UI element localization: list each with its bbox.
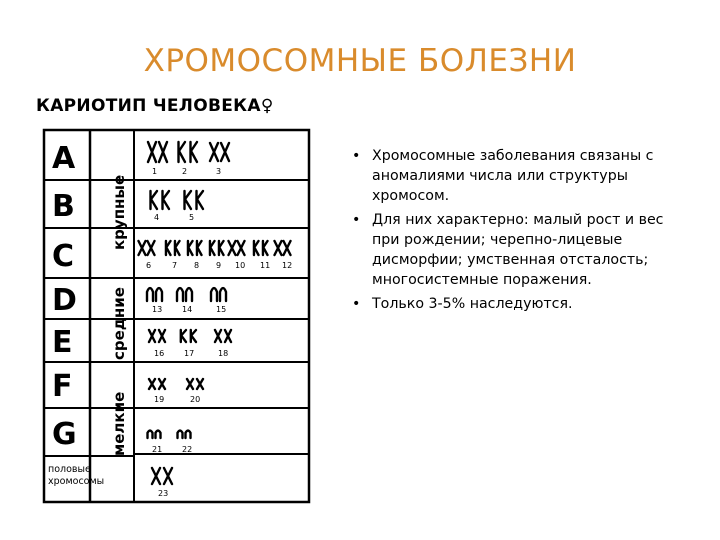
pair-number: 5 [189, 213, 195, 222]
group-letter-g: G [52, 417, 77, 452]
chromosome-glyph [179, 142, 186, 162]
chromosome-glyph [238, 241, 245, 255]
sex-label-line2: хромосомы [48, 476, 105, 487]
bullet-list [352, 146, 682, 318]
chromosome-glyph [186, 288, 192, 301]
size-label-medium: средние [110, 287, 128, 360]
pair-number: 12 [282, 261, 293, 270]
chromosome-glyph [149, 330, 155, 342]
chromosome-glyph [191, 142, 198, 162]
chromosome-glyph [187, 379, 193, 389]
chromosome-glyph [177, 288, 183, 301]
bullet-item: • Только 3-5% наследуются. [352, 294, 682, 314]
karyotype-figure [32, 82, 322, 512]
chromosome-glyph [156, 288, 162, 301]
chromosome-glyph [186, 431, 191, 438]
chromosome-glyph [225, 330, 231, 342]
chromosome-glyph [197, 379, 203, 389]
pair-number: 20 [190, 395, 201, 404]
karyotype-frame [44, 130, 309, 502]
pair-number: 15 [216, 305, 227, 314]
pair-number: 7 [172, 261, 178, 270]
chromosome-glyph [220, 288, 226, 301]
chromosome-glyph [188, 241, 193, 255]
chromosome-glyph [284, 241, 291, 255]
pair-number: 1 [152, 167, 158, 176]
size-label-large: крупные [110, 174, 128, 250]
pair-number: 18 [218, 349, 229, 358]
chromosome-glyph [219, 241, 224, 255]
chromosome-glyph [210, 143, 218, 161]
chromosome-glyph [211, 288, 217, 301]
chromosome-glyph [178, 431, 183, 438]
chromosome-glyph [197, 191, 204, 209]
group-letter-b: B [52, 189, 75, 224]
pair-number: 16 [154, 349, 165, 358]
chromosome-glyph [147, 288, 153, 301]
chromosome-glyph [148, 431, 153, 438]
pair-number: 10 [235, 261, 246, 270]
karyotype-title-text: КАРИОТИП ЧЕЛОВЕКА [36, 96, 261, 116]
size-label-small: мелкие [110, 391, 128, 456]
bullet-item: • Для них характерно: малый рост и вес при рождении; черепно-лицевые дисморфии; умственная отсталость; многосистемные поражения. [352, 210, 682, 290]
chromosome-glyph [275, 241, 282, 255]
chromosome-glyph [191, 330, 196, 342]
pair-number: 6 [146, 261, 152, 270]
chromosome-glyph [151, 191, 158, 209]
pair-number: 22 [182, 445, 193, 454]
pair-number: 11 [260, 261, 271, 270]
chromosome-glyph [221, 143, 229, 161]
chromosome-glyph [175, 241, 180, 255]
bullet-item: • Хромосомные заболевания связаны с аномалиями числа или структуры хромосом. [352, 146, 682, 206]
chromosome-glyph [164, 468, 172, 484]
pair-number: 14 [182, 305, 193, 314]
chromosome-glyph [152, 468, 160, 484]
pair-number: 8 [194, 261, 200, 270]
pair-number: 19 [154, 395, 165, 404]
chromosome-glyph [215, 330, 221, 342]
pair-number: 21 [152, 445, 163, 454]
chromosome-glyph [159, 142, 167, 162]
chromosome-glyph [210, 241, 215, 255]
female-symbol: ♀ [260, 96, 274, 116]
chromosome-glyph [166, 241, 171, 255]
chromosome-glyph [163, 191, 170, 209]
chromosome-glyph [229, 241, 236, 255]
chromosome-glyph [139, 241, 146, 255]
pair-number: 2 [182, 167, 188, 176]
pair-number: 3 [216, 167, 222, 176]
chromosome-glyph [185, 191, 192, 209]
chromosome-glyph [148, 142, 156, 162]
group-letter-d: D [52, 283, 77, 318]
slide-title: ХРОМОСОМНЫЕ БОЛЕЗНИ [143, 42, 577, 79]
chromosome-glyph [148, 241, 155, 255]
chromosome-glyph [159, 379, 165, 389]
pair-number: 23 [158, 489, 169, 498]
group-letter-c: C [52, 239, 75, 274]
pair-number: 17 [184, 349, 195, 358]
chromosome-glyph [159, 330, 165, 342]
sex-label-line1: половые [48, 464, 91, 475]
group-letter-e: E [52, 325, 73, 360]
chromosome-glyph [197, 241, 202, 255]
chromosome-glyph [181, 330, 186, 342]
chromosome-glyph [149, 379, 155, 389]
pair-number: 4 [154, 213, 160, 222]
chromosome-glyph [263, 241, 268, 255]
pair-number: 13 [152, 305, 163, 314]
group-letter-a: A [52, 141, 76, 176]
pair-number: 9 [216, 261, 222, 270]
chromosome-glyph [156, 431, 161, 438]
karyotype-table [32, 82, 322, 512]
group-letter-f: F [52, 369, 73, 404]
chromosome-glyph [254, 241, 259, 255]
